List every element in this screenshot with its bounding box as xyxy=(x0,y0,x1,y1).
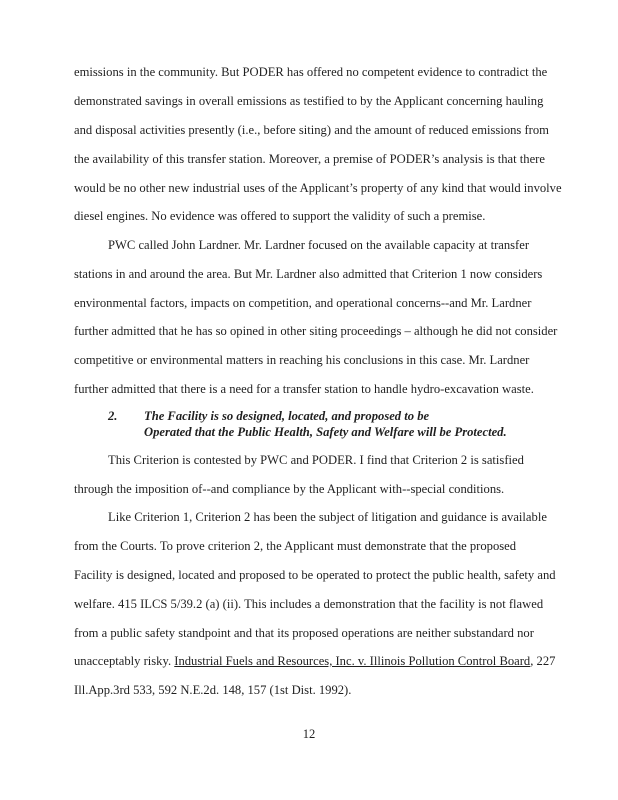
criterion-number: 2. xyxy=(108,409,118,423)
paragraph-2-line-5: competitive or environmental matters in reaching his conclusions in this case. Mr. Lardner xyxy=(74,353,530,367)
paragraph-4-line-4: welfare. 415 ILCS 5/39.2 (a) (ii). This includes a demonstration that the facility is not flawed xyxy=(74,597,544,611)
paragraph-3-line-1: This Criterion is contested by PWC and PODER. I find that Criterion 2 is satisfied xyxy=(108,453,524,467)
citation-case-name: Industrial Fuels and Resources, Inc. v. Illinois Pollution Control Board xyxy=(174,654,531,668)
criterion-heading-line-2: Operated that the Public Health, Safety and Welfare will be Protected. xyxy=(144,425,507,439)
paragraph-3-line-2: through the imposition of--and compliance by the Applicant with--special conditions. xyxy=(74,482,505,496)
paragraph-4-citation-line xyxy=(74,653,555,669)
paragraph-1-line-2: demonstrated savings in overall emissions as testified to by the Applicant concerning hauling xyxy=(74,94,544,108)
paragraph-1-line-4: the availability of this transfer station. Moreover, a premise of PODER’s analysis is that there xyxy=(74,152,545,166)
paragraph-1-line-5: would be no other new industrial uses of the Applicant’s property of any kind that would involve xyxy=(74,181,562,195)
paragraph-2-line-1: PWC called John Lardner. Mr. Lardner focused on the available capacity at transfer xyxy=(108,238,530,252)
paragraph-4-last-line: Ill.App.3rd 533, 592 N.E.2d. 148, 157 (1st Dist. 1992). xyxy=(74,683,352,697)
paragraph-4-line-3: Facility is designed, located and proposed to be operated to protect the public health, safety and xyxy=(74,568,556,582)
paragraph-2-line-3: environmental factors, impacts on competition, and operational concerns--and Mr. Lardner xyxy=(74,296,532,310)
paragraph-4-line-1: Like Criterion 1, Criterion 2 has been the subject of litigation and guidance is available xyxy=(108,510,547,524)
page-number: 12 xyxy=(302,727,316,741)
citation-prefix: unacceptably risky. xyxy=(74,654,175,668)
paragraph-4-line-5: from a public safety standpoint and that its proposed operations are neither substandard nor xyxy=(74,626,534,640)
paragraph-1-line-3: and disposal activities presently (i.e., before siting) and the amount of reduced emissions from xyxy=(74,123,549,137)
paragraph-2-line-2: stations in and around the area. But Mr. Lardner also admitted that Criterion 1 now considers xyxy=(74,267,543,281)
paragraph-4-line-2: from the Courts. To prove criterion 2, the Applicant must demonstrate that the proposed xyxy=(74,539,517,553)
paragraph-2-line-6: further admitted that there is a need for a transfer station to handle hydro-excavation waste. xyxy=(74,382,534,396)
paragraph-1-line-1: emissions in the community. But PODER has offered no competent evidence to contradict the xyxy=(74,65,548,79)
citation-suffix: , 227 xyxy=(530,654,556,668)
paragraph-1-line-6: diesel engines. No evidence was offered to support the validity of such a premise. xyxy=(74,209,486,223)
criterion-heading-line-1: The Facility is so designed, located, and proposed to be xyxy=(144,409,430,423)
paragraph-2-line-4: further admitted that he has so opined in other siting proceedings – although he did not consider xyxy=(74,324,558,338)
